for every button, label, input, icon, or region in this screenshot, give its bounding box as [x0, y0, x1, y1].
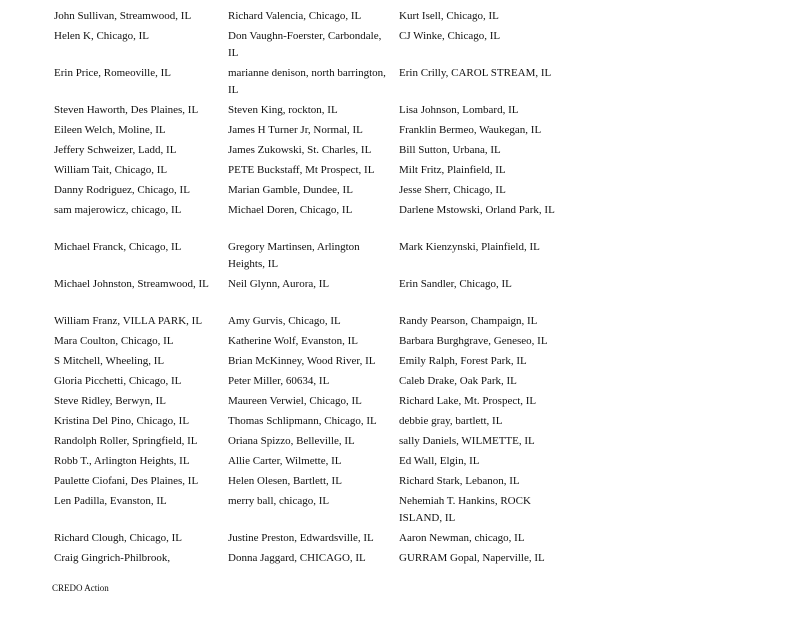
- signer-entry: Aaron Newman, chicago, IL: [399, 532, 525, 544]
- signer-entry: Craig Gingrich-Philbrook,: [54, 552, 171, 564]
- signer-entry: Richard Clough, Chicago, IL: [54, 532, 183, 544]
- signer-entry: Steven Haworth, Des Plaines, IL: [54, 104, 199, 116]
- signer-entry: Richard Stark, Lebanon, IL: [399, 475, 520, 487]
- signer-entry: Bill Sutton, Urbana, IL: [399, 144, 501, 156]
- signer-entry: James H Turner Jr, Normal, IL: [228, 124, 363, 136]
- signer-entry: Jeffery Schweizer, Ladd, IL: [54, 144, 177, 156]
- signer-entry: Gregory Martinsen, Arlington Heights, IL: [228, 241, 360, 270]
- signer-entry: Marian Gamble, Dundee, IL: [228, 184, 353, 196]
- signer-entry: Helen Olesen, Bartlett, IL: [228, 475, 342, 487]
- signer-entry: Erin Crilly, CAROL STREAM, IL: [399, 67, 552, 79]
- signer-entry: Steve Ridley, Berwyn, IL: [54, 395, 167, 407]
- signer-entry: Ed Wall, Elgin, IL: [399, 455, 480, 467]
- signer-entry: Amy Gurvis, Chicago, IL: [228, 315, 341, 327]
- signer-entry: Don Vaughn-Foerster, Carbondale, IL: [228, 30, 382, 59]
- signer-entry: debbie gray, bartlett, IL: [399, 415, 503, 427]
- signer-entry: John Sullivan, Streamwood, IL: [54, 10, 192, 22]
- signer-entry: Danny Rodriguez, Chicago, IL: [54, 184, 190, 196]
- signer-entry: James Zukowski, St. Charles, IL: [228, 144, 372, 156]
- signer-entry: Nehemiah T. Hankins, ROCK ISLAND, IL: [399, 495, 531, 524]
- signer-entry: Franklin Bermeo, Waukegan, IL: [399, 124, 542, 136]
- signer-entry: Kurt Isell, Chicago, IL: [399, 10, 499, 22]
- signer-entry: CJ Winke, Chicago, IL: [399, 30, 501, 42]
- signer-entry: Robb T., Arlington Heights, IL: [54, 455, 190, 467]
- signer-entry: Erin Sandler, Chicago, IL: [399, 278, 512, 290]
- signer-entry: Kristina Del Pino, Chicago, IL: [54, 415, 190, 427]
- signer-entry: Darlene Mstowski, Orland Park, IL: [399, 204, 555, 216]
- signer-entry: sally Daniels, WILMETTE, IL: [399, 435, 535, 447]
- signer-entry: William Tait, Chicago, IL: [54, 164, 168, 176]
- signer-entry: Jesse Sherr, Chicago, IL: [399, 184, 506, 196]
- signer-entry: Maureen Verwiel, Chicago, IL: [228, 395, 362, 407]
- signer-entry: Richard Valencia, Chicago, IL: [228, 10, 362, 22]
- signer-entry: Mark Kienzynski, Plainfield, IL: [399, 241, 540, 253]
- signer-entry: Richard Lake, Mt. Prospect, IL: [399, 395, 537, 407]
- signer-entry: Thomas Schlipmann, Chicago, IL: [228, 415, 377, 427]
- signer-entry: Katherine Wolf, Evanston, IL: [228, 335, 358, 347]
- signer-entry: Donna Jaggard, CHICAGO, IL: [228, 552, 366, 564]
- signer-entry: Emily Ralph, Forest Park, IL: [399, 355, 527, 367]
- signer-entry: Steven King, rockton, IL: [228, 104, 338, 116]
- signer-entry: Michael Doren, Chicago, IL: [228, 204, 353, 216]
- signer-entry: Michael Franck, Chicago, IL: [54, 241, 182, 253]
- signer-entry: Justine Preston, Edwardsville, IL: [228, 532, 374, 544]
- signer-entry: Helen K, Chicago, IL: [54, 30, 149, 42]
- signer-entry: PETE Buckstaff, Mt Prospect, IL: [228, 164, 375, 176]
- signer-entry: William Franz, VILLA PARK, IL: [54, 315, 203, 327]
- signer-entry: Randolph Roller, Springfield, IL: [54, 435, 198, 447]
- signer-entry: Lisa Johnson, Lombard, IL: [399, 104, 519, 116]
- signer-entry: Len Padilla, Evanston, IL: [54, 495, 167, 507]
- signer-entry: Caleb Drake, Oak Park, IL: [399, 375, 517, 387]
- signer-entry: Brian McKinney, Wood River, IL: [228, 355, 376, 367]
- signer-entry: Gloria Picchetti, Chicago, IL: [54, 375, 182, 387]
- signer-entry: Erin Price, Romeoville, IL: [54, 67, 171, 79]
- signer-entry: marianne denison, north barrington, IL: [228, 67, 386, 96]
- signer-entry: Paulette Ciofani, Des Plaines, IL: [54, 475, 199, 487]
- signer-entry: Milt Fritz, Plainfield, IL: [399, 164, 506, 176]
- signer-entry: Neil Glynn, Aurora, IL: [228, 278, 330, 290]
- signer-entry: sam majerowicz, chicago, IL: [54, 204, 182, 216]
- signer-entry: merry ball, chicago, IL: [228, 495, 330, 507]
- signer-entry: Barbara Burghgrave, Geneseo, IL: [399, 335, 548, 347]
- signer-entry: Mara Coulton, Chicago, IL: [54, 335, 174, 347]
- signer-entry: GURRAM Gopal, Naperville, IL: [399, 552, 545, 564]
- signer-entry: Peter Miller, 60634, IL: [228, 375, 330, 387]
- signer-entry: S Mitchell, Wheeling, IL: [54, 355, 165, 367]
- signer-entry: Allie Carter, Wilmette, IL: [228, 455, 342, 467]
- footer-credit: CREDO Action: [52, 583, 109, 593]
- signer-entry: Oriana Spizzo, Belleville, IL: [228, 435, 355, 447]
- signer-entry: Eileen Welch, Moline, IL: [54, 124, 166, 136]
- signer-entry: Randy Pearson, Champaign, IL: [399, 315, 538, 327]
- signer-entry: Michael Johnston, Streamwood, IL: [54, 278, 209, 290]
